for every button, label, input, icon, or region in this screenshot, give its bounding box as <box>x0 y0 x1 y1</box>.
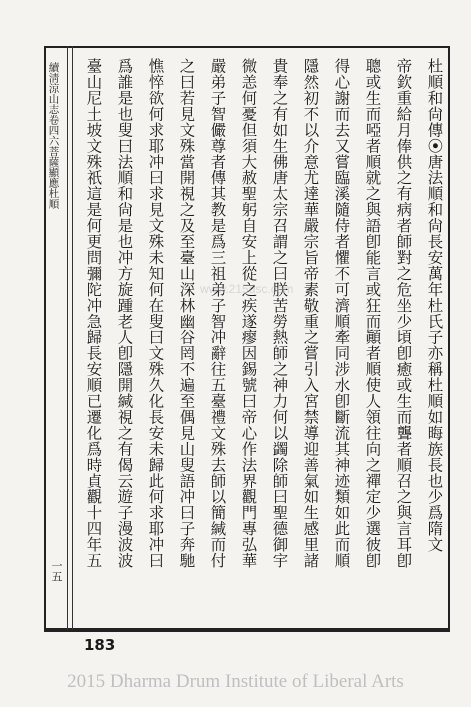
text-column-7: 微恙何憂但須大赦聖躬自安上從之疾遂瘳因錫號曰帝心作法界觀門專弘華 <box>239 58 258 569</box>
center-watermark: www.215dsc.com <box>200 282 294 296</box>
text-column-4: 得心謝而去又嘗臨溪隨侍者懼不可濟順牽同涉水卽斷流其神迹類如此而順 <box>332 58 351 569</box>
copyright-watermark: 2015 Dharma Drum Institute of Liberal Arts <box>67 671 404 692</box>
text-column-12: 臺山尼土坡文殊祇這是何更問彌陀冲急歸長安順已遷化爲時貞觀十四年五 <box>84 58 103 569</box>
margin-rule-outer <box>67 46 68 630</box>
text-column-11: 爲誰是也叟曰法順和尙是也冲方旋踵老人卽隱開緘視之有偈云遊子漫波波 <box>115 58 134 569</box>
text-column-10: 憔悴欲何求耶冲曰求見文殊未知何在叟曰文殊久化長安未歸此何求耶冲曰 <box>146 58 165 569</box>
page-number: 183 <box>84 636 116 654</box>
text-column-1: 杜順和尙傳⦿唐法順和尙長安萬年杜氏子亦稱杜順如晦族長也少爲隋文 <box>425 58 444 553</box>
page-bottom-rule <box>44 630 450 632</box>
entry-label: 杜順 <box>47 188 60 209</box>
text-column-9: 之曰若見文殊當開視之及至臺山深林幽谷罔不遍至偶見山叟語冲曰子奔馳 <box>177 58 196 569</box>
margin-rule-inner <box>72 46 73 630</box>
text-column-8: 嚴弟子智儼尊者傳其教是爲三祖弟子智冲辭往五臺禮文殊去師以簡緘而付 <box>208 58 227 569</box>
text-column-2: 帝欽重給月俸供之有病者師對之危坐少頃卽癒或生而聾者順召之與言耳卽 <box>394 58 413 569</box>
section-label: 六菩薩顯應 <box>47 135 60 188</box>
text-column-5: 隱然初不以介意尤達華嚴宗旨帝素敬重之嘗引入宮禁導迎善氣如生感里諸 <box>301 58 320 569</box>
text-column-6: 貴奉之有如生佛唐太宗召謂之曰朕苦勞熱師之神力何以蠲除師曰聖德御宇 <box>270 58 289 569</box>
text-column-3: 聰或生而啞者順就之與語卽能言或狂而顚者順使人領往向之禪定少選彼卽 <box>363 58 382 569</box>
book-title: 續淸涼山志卷四 <box>47 62 60 136</box>
leaf-number: 一五 <box>50 560 63 582</box>
running-header <box>48 62 59 209</box>
